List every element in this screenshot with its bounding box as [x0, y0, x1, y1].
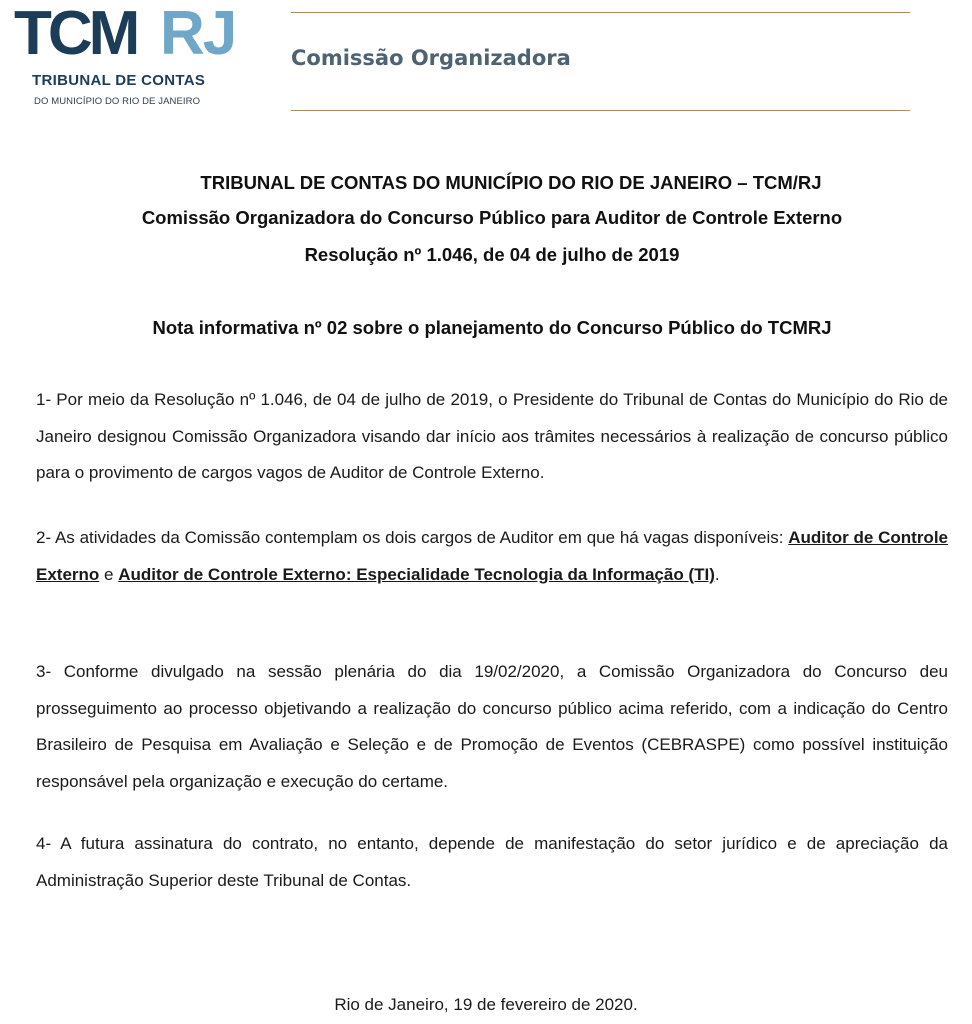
document-subject: Nota informativa nº 02 sobre o planejamento do Concurso Público do TCMRJ — [152, 317, 832, 338]
paragraph-1: 1- Por meio da Resolução nº 1.046, de 04 de julho de 2019, o Presidente do Tribunal de Contas do Município do Rio de Janeiro designou Comissão Organizadora visando dar início aos trâmites necessários à realização de concurso público para o provimento de cargos vagos de Auditor de Controle Externo. — [36, 390, 948, 482]
logo-mark-rj: RJ — [160, 2, 236, 68]
header-rule-top — [291, 12, 910, 13]
logo-mark-tcm: TCM — [14, 2, 137, 68]
header-committee-title: Comissão Organizadora — [291, 46, 571, 70]
header-rule-bottom — [291, 110, 910, 111]
paragraph-2-end: . — [714, 564, 720, 584]
role-auditor-ti: Auditor de Controle Externo: Especialidade Tecnologia da Informação (TI) — [118, 564, 715, 584]
document-title-line-2: Comissão Organizadora do Concurso Público para Auditor de Controle Externo — [141, 207, 843, 228]
paragraph-2-intro: 2- As atividades da Comissão contemplam os dois cargos de Auditor em que há vagas disponíveis: — [36, 528, 789, 547]
place-and-date: Rio de Janeiro, 19 de fevereiro de 2020. — [334, 995, 638, 1014]
tcmrj-logo-mark — [14, 2, 244, 68]
logo-institution-name: TRIBUNAL DE CONTAS — [32, 72, 206, 89]
paragraph-2-joiner: e — [99, 564, 119, 584]
document-title-line-1: TRIBUNAL DE CONTAS DO MUNICÍPIO DO RIO DE JANEIRO – TCM/RJ — [200, 172, 822, 193]
logo-institution-subtitle: DO MUNICÍPIO DO RIO DE JANEIRO — [34, 96, 201, 107]
paragraph-3: 3- Conforme divulgado na sessão plenária do dia 19/02/2020, a Comissão Organizadora do Concurso deu prosseguimento ao processo objetivando a realização do concurso público acima referido, com a indicação do Centro Brasileiro de Pesquisa em Avaliação e Seleção e de Promoção de Eventos (CEBRASPE) como possível instituição responsável pela organização e execução do certame. — [36, 662, 948, 791]
document-title-line-3: Resolução nº 1.046, de 04 de julho de 2019 — [304, 244, 680, 265]
paragraph-4: 4- A futura assinatura do contrato, no entanto, depende de manifestação do setor jurídico e de apreciação da Administração Superior deste Tribunal de Contas. — [36, 834, 948, 890]
paragraph-2 — [36, 520, 948, 593]
role-auditor-controle-externo: Auditor de Controle Externo — [36, 528, 948, 584]
tcmrj-logo — [14, 2, 244, 110]
